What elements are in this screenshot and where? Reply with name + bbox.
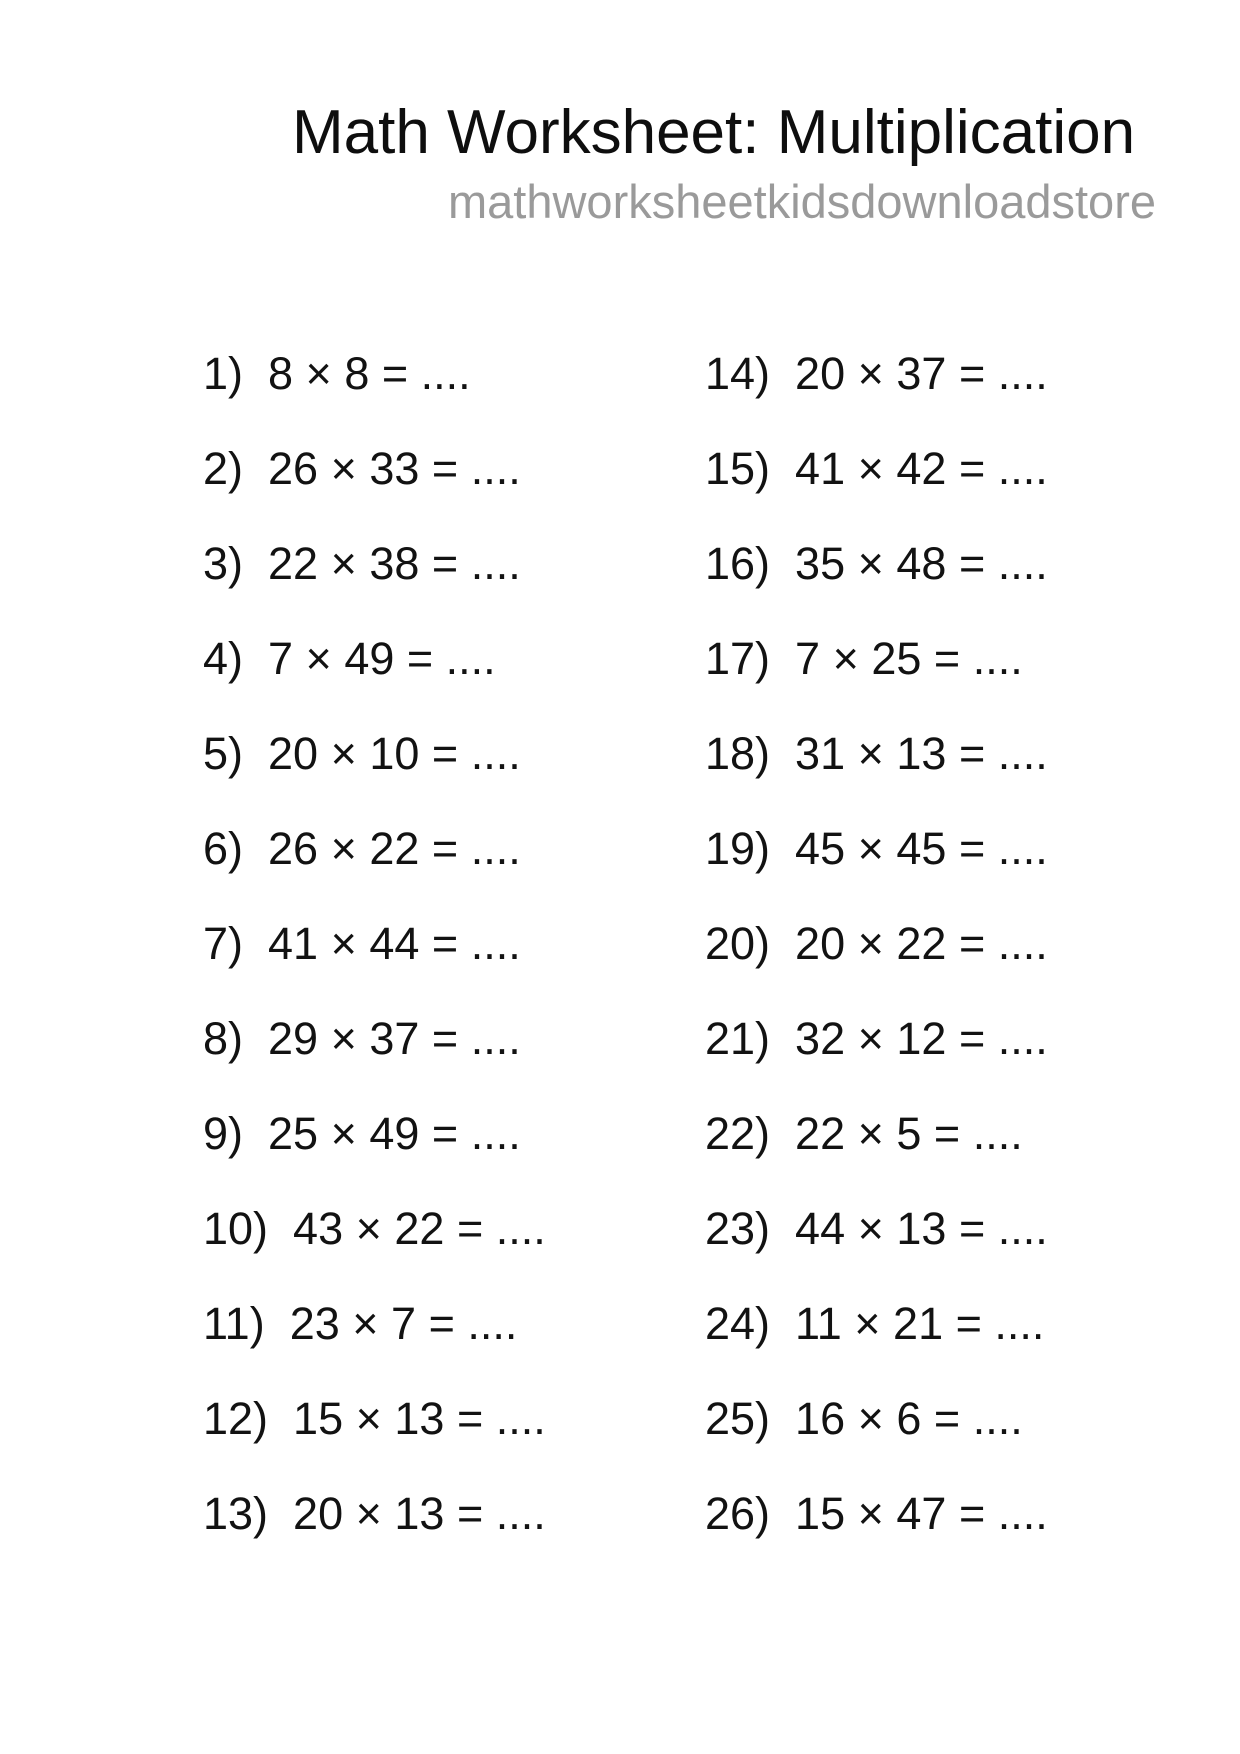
- problem-10: 10) 43 × 22 = ....: [203, 1203, 546, 1254]
- problem-11: 11) 23 × 7 = ....: [203, 1298, 518, 1349]
- problems-column-left: [203, 326, 546, 1561]
- problem-14: 14) 20 × 37 = ....: [705, 348, 1048, 399]
- problem-8: 8) 29 × 37 = ....: [203, 1013, 521, 1064]
- problem-4: 4) 7 × 49 = ....: [203, 633, 496, 684]
- page-subtitle: mathworksheetkidsdownloadstore: [448, 175, 1156, 228]
- problem-26: 26) 15 × 47 = ....: [705, 1488, 1048, 1539]
- problem-16: 16) 35 × 48 = ....: [705, 538, 1048, 589]
- problem-12: 12) 15 × 13 = ....: [203, 1393, 546, 1444]
- problem-2: 2) 26 × 33 = ....: [203, 443, 521, 494]
- problem-24: 24) 11 × 21 = ....: [705, 1298, 1045, 1349]
- problem-23: 23) 44 × 13 = ....: [705, 1203, 1048, 1254]
- problem-18: 18) 31 × 13 = ....: [705, 728, 1048, 779]
- page-title: Math Worksheet: Multiplication: [292, 98, 1136, 167]
- problem-22: 22) 22 × 5 = ....: [705, 1108, 1023, 1159]
- problem-25: 25) 16 × 6 = ....: [705, 1393, 1023, 1444]
- problem-3: 3) 22 × 38 = ....: [203, 538, 521, 589]
- problem-13: 13) 20 × 13 = ....: [203, 1488, 546, 1539]
- problem-17: 17) 7 × 25 = ....: [705, 633, 1023, 684]
- problem-19: 19) 45 × 45 = ....: [705, 823, 1048, 874]
- problem-15: 15) 41 × 42 = ....: [705, 443, 1048, 494]
- problem-9: 9) 25 × 49 = ....: [203, 1108, 521, 1159]
- problem-20: 20) 20 × 22 = ....: [705, 918, 1048, 969]
- problem-5: 5) 20 × 10 = ....: [203, 728, 521, 779]
- problem-6: 6) 26 × 22 = ....: [203, 823, 521, 874]
- problem-21: 21) 32 × 12 = ....: [705, 1013, 1048, 1064]
- problems-column-right: [705, 326, 1048, 1561]
- problem-1: 1) 8 × 8 = ....: [203, 348, 471, 399]
- problem-7: 7) 41 × 44 = ....: [203, 918, 521, 969]
